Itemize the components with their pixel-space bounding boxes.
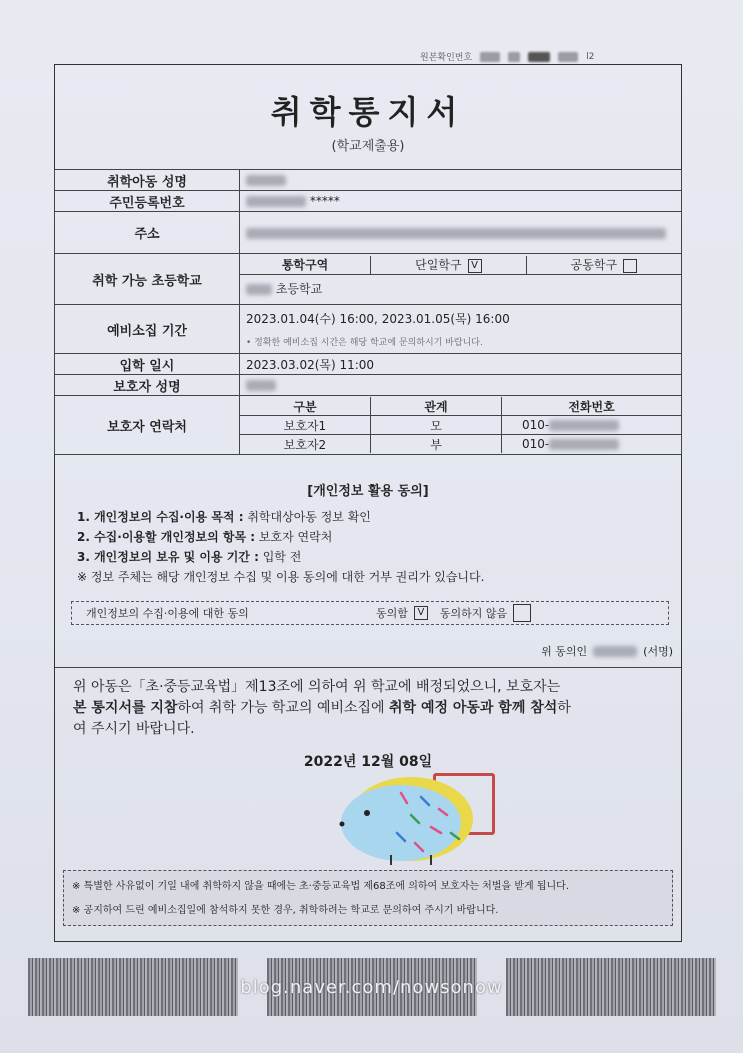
consent-item-label: 3. 개인정보의 보유 및 이용 기간 :	[77, 550, 259, 564]
preliminary-cell	[240, 305, 682, 354]
contact-header-relation: 관계	[371, 397, 502, 416]
consent-section	[55, 480, 681, 587]
child-name-label: 취학아동 성명	[55, 170, 240, 191]
sign-label: (서명)	[643, 645, 673, 658]
notice-text-part: 하	[557, 700, 571, 716]
contact-phone-prefix: 010-	[522, 437, 550, 451]
verification-number	[420, 50, 594, 63]
hedgehog-sticker-icon	[311, 763, 491, 873]
redacted-mark	[508, 52, 520, 62]
signer-name	[593, 646, 637, 657]
address-label: 주소	[55, 212, 240, 254]
notes-box	[63, 870, 673, 926]
resident-masked: *****	[309, 194, 340, 208]
school-name-text: 초등학교	[275, 282, 323, 296]
table-row	[240, 416, 681, 435]
notice-emphasis: 취학 예정 아동과 함께 참석	[389, 700, 558, 716]
disagree-label: 동의하지 않음	[439, 607, 508, 620]
contact-relation: 부	[371, 435, 502, 454]
contact-phone	[502, 435, 682, 454]
consent-heading: [개인정보 활용 동의]	[307, 484, 429, 499]
consent-item-value: 입학 전	[262, 550, 302, 564]
consent-item-value: 보호자 연락처	[258, 530, 333, 544]
note-item: ※ 특별한 사유없이 기일 내에 취학하지 않을 때에는 초·중등교육법 제68조에 의하여 보호자는 처벌을 받게 됩니다.	[72, 881, 570, 892]
note-item: ※ 공지하여 드린 예비소집일에 참석하지 못한 경우, 취학하려는 학교로 문의하여 주시기 바랍니다.	[72, 905, 499, 916]
single-district	[371, 256, 527, 275]
list-item	[77, 507, 681, 527]
single-district-label: 단일학구	[415, 258, 462, 272]
joint-district-label: 공동학구	[570, 258, 618, 272]
single-district-checkbox[interactable]: V	[468, 259, 482, 273]
district-table	[240, 256, 681, 303]
notice-emphasis: 본 통지서를 지참	[73, 700, 178, 716]
consent-list	[77, 507, 681, 587]
redacted-mark	[558, 52, 578, 62]
school-cell	[240, 254, 682, 305]
document-subtitle: (학교제출용)	[331, 139, 405, 154]
contact-header-type: 구분	[293, 399, 317, 414]
signer-label: 위 동의인	[541, 645, 588, 658]
guardian-name-label: 보호자 성명	[55, 375, 240, 396]
contact-relation: 모	[371, 416, 502, 435]
consent-item-label: 1. 개인정보의 수집·이용 목적 :	[77, 510, 244, 524]
resident-no-value	[240, 191, 682, 212]
child-name-value	[240, 170, 682, 191]
watermark: blog.naver.com/nowsonow	[240, 977, 503, 998]
school-label: 취학 가능 초등학교	[55, 254, 240, 305]
list-item	[77, 527, 681, 547]
preliminary-value: 2023.01.04(수) 16:00, 2023.01.05(목) 16:00	[246, 312, 510, 326]
guardian-contact-cell	[240, 396, 682, 455]
redacted-mark	[528, 52, 550, 62]
redacted-mark	[480, 52, 500, 62]
consent-box	[71, 601, 669, 625]
consent-item-value: 취학대상아동 정보 확인	[247, 510, 371, 524]
guardian-contact-label: 보호자 연락처	[55, 396, 240, 455]
district-label: 통학구역	[281, 258, 329, 272]
contact-type: 보호자2	[240, 435, 371, 454]
school-name	[240, 274, 681, 303]
preliminary-note: • 정확한 예비소집 시간은 해당 학교에 문의하시기 바랍니다.	[246, 338, 483, 348]
document-title: 취학통지서	[270, 93, 466, 131]
table-row	[240, 435, 681, 454]
info-table	[54, 169, 682, 455]
list-item	[77, 547, 681, 567]
preliminary-label: 예비소집 기간	[55, 305, 240, 354]
notice-text-part: 하여 취학 가능 학교의 예비소집에	[177, 700, 390, 716]
consent-note: ※ 정보 주체는 해당 개인정보 수집 및 이용 동의에 대한 거부 권리가 있습니다.	[77, 570, 485, 584]
joint-district-checkbox[interactable]	[623, 259, 637, 273]
notice-line: 여 주시기 바랍니다.	[73, 721, 195, 737]
verify-label: 원본확인번호	[420, 53, 473, 63]
entrance-label: 입학 일시	[55, 354, 240, 375]
contact-phone-prefix: 010-	[522, 418, 550, 432]
joint-district	[526, 256, 681, 275]
divider	[55, 667, 681, 668]
consent-box-label: 개인정보의 수집·이용에 대한 동의	[86, 607, 249, 620]
verify-tail: l2	[586, 51, 595, 62]
contact-table	[240, 397, 681, 453]
agree-label: 동의함	[376, 607, 408, 620]
notice-line: 위 아동은「초·중등교육법」제13조에 의하여 위 학교에 배정되었으니, 보호자는	[73, 679, 561, 695]
agree-checkbox[interactable]: V	[414, 606, 428, 620]
issue-date: 2022년 12월 08일	[303, 754, 433, 770]
disagree-checkbox[interactable]	[513, 604, 531, 622]
signer-line	[541, 643, 673, 659]
notice-text	[73, 677, 669, 740]
document-frame	[54, 64, 682, 942]
address-value	[240, 212, 682, 254]
contact-header-phone: 전화번호	[502, 397, 682, 416]
entrance-value: 2023.03.02(목) 11:00	[240, 354, 682, 375]
consent-item-label: 2. 수집·이용할 개인정보의 항목 :	[77, 530, 256, 544]
notice-line	[73, 698, 669, 719]
resident-no-label: 주민등록번호	[55, 191, 240, 212]
contact-phone	[502, 416, 682, 435]
guardian-name-value	[240, 375, 682, 396]
contact-type: 보호자1	[240, 416, 371, 435]
